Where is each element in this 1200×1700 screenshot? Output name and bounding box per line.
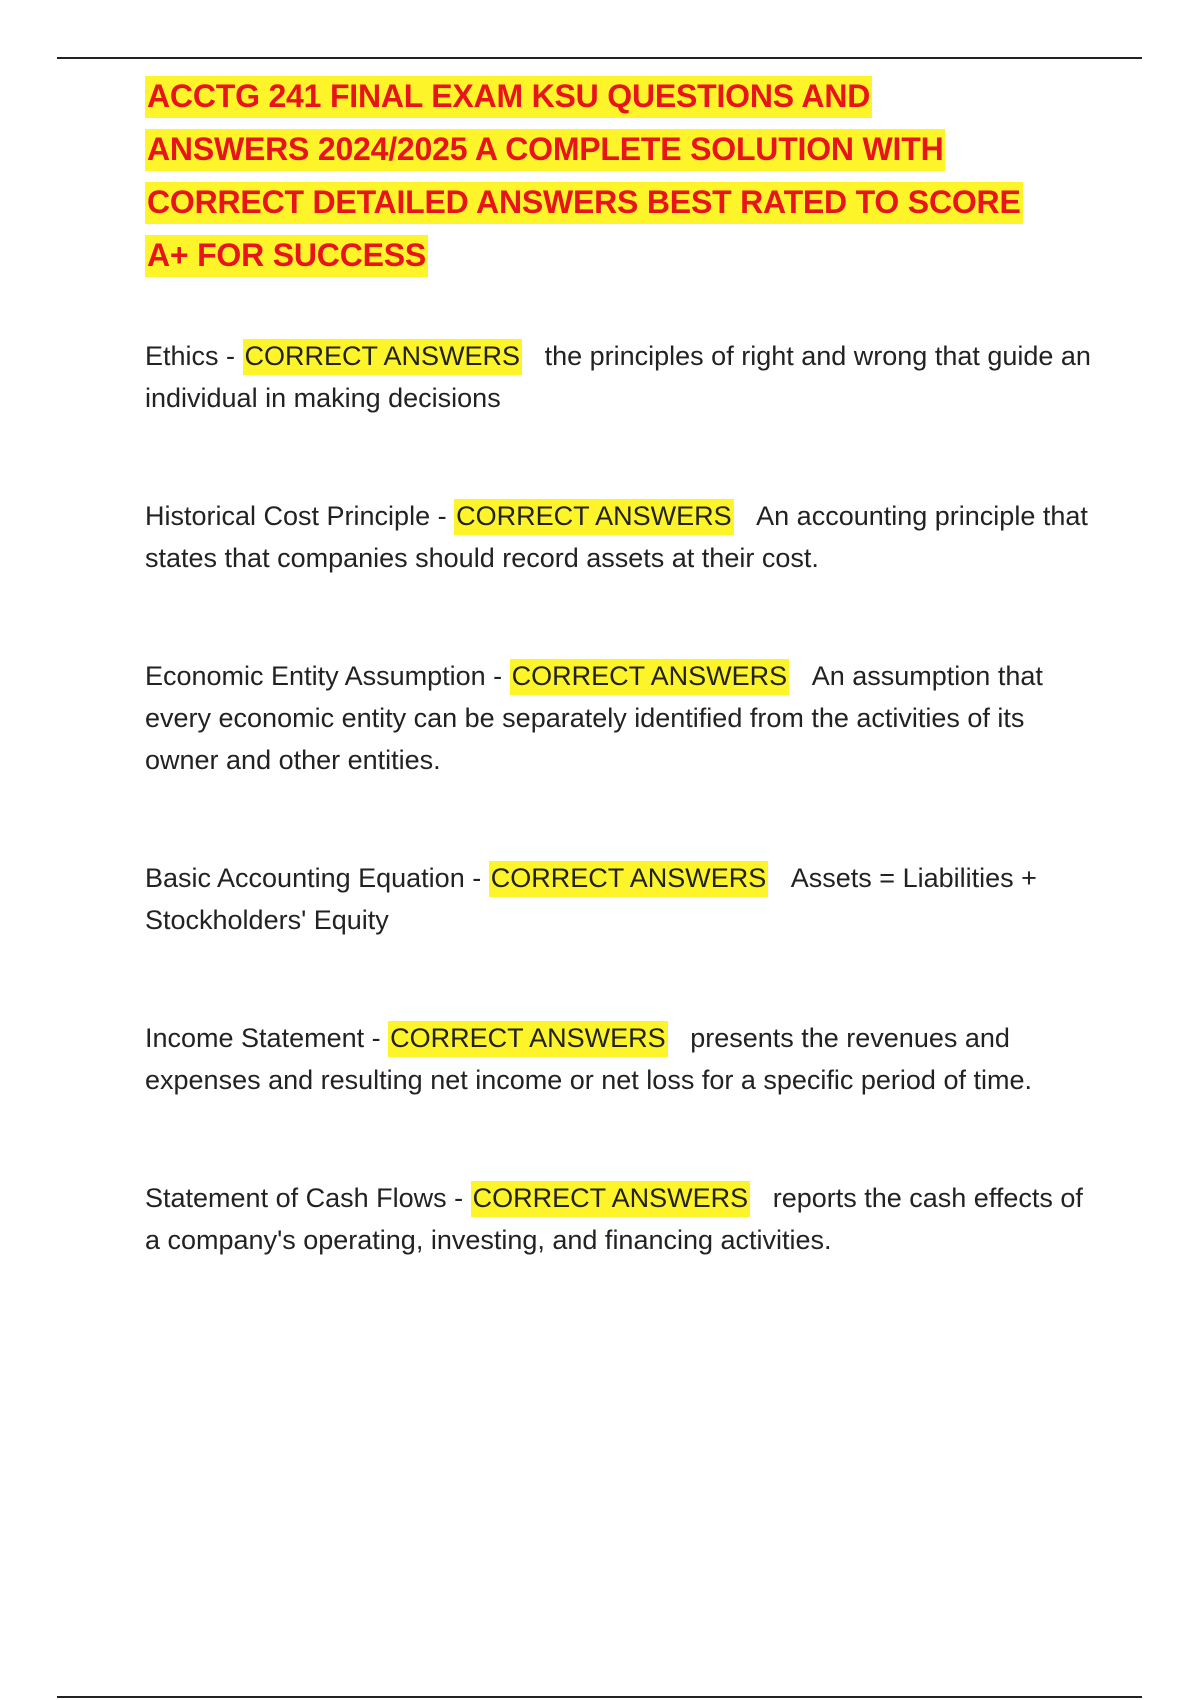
- correct-answers-label: CORRECT ANSWERS: [489, 861, 769, 897]
- entry-term: Historical Cost Principle: [145, 501, 431, 531]
- entry-separator: -: [464, 863, 489, 893]
- correct-answers-label: CORRECT ANSWERS: [510, 659, 790, 695]
- correct-answers-label: CORRECT ANSWERS: [243, 339, 523, 375]
- entry-separator: -: [364, 1023, 389, 1053]
- bottom-rule: [57, 1696, 1142, 1698]
- top-rule: [57, 57, 1142, 59]
- qa-entry-cash-flows: [145, 1177, 1105, 1261]
- title-line: ACCTG 241 FINAL EXAM KSU QUESTIONS AND: [145, 70, 1105, 123]
- entry-separator: -: [446, 1183, 471, 1213]
- entry-term: Basic Accounting Equation: [145, 863, 465, 893]
- entry-separator: -: [430, 501, 455, 531]
- qa-list: [145, 335, 1105, 1261]
- document-body: [145, 70, 1105, 1261]
- title-line: A+ FOR SUCCESS: [145, 229, 1105, 282]
- entry-term: Ethics: [145, 341, 219, 371]
- qa-entry-ethics: [145, 335, 1105, 419]
- title-line: CORRECT DETAILED ANSWERS BEST RATED TO SCORE: [145, 176, 1105, 229]
- qa-entry-accounting-equation: [145, 857, 1105, 941]
- entry-definition: An accounting principle that states that companies should record assets at their cost.: [145, 501, 1088, 573]
- entry-definition: An assumption that every economic entity can be separately identified from the activities of its owner and other entities.: [145, 661, 1043, 775]
- qa-entry-economic-entity: [145, 655, 1105, 781]
- entry-term: Statement of Cash Flows: [145, 1183, 447, 1213]
- correct-answers-label: CORRECT ANSWERS: [471, 1181, 751, 1217]
- qa-entry-income-statement: [145, 1017, 1105, 1101]
- correct-answers-label: CORRECT ANSWERS: [454, 499, 734, 535]
- entry-separator: -: [485, 661, 510, 691]
- entry-definition: the principles of right and wrong that guide an individual in making decisions: [145, 341, 1091, 413]
- entry-definition: presents the revenues and expenses and resulting net income or net loss for a specific period of time.: [145, 1023, 1032, 1095]
- title-line: ANSWERS 2024/2025 A COMPLETE SOLUTION WITH: [145, 123, 1105, 176]
- entry-term: Economic Entity Assumption: [145, 661, 486, 691]
- correct-answers-label: CORRECT ANSWERS: [388, 1021, 668, 1057]
- entry-definition: Assets = Liabilities + Stockholders' Equity: [145, 863, 1037, 935]
- entry-separator: -: [218, 341, 243, 371]
- entry-term: Income Statement: [145, 1023, 365, 1053]
- qa-entry-historical-cost: [145, 495, 1105, 579]
- document-title: [145, 70, 1105, 282]
- entry-definition: reports the cash effects of a company's operating, investing, and financing activities.: [145, 1183, 1083, 1255]
